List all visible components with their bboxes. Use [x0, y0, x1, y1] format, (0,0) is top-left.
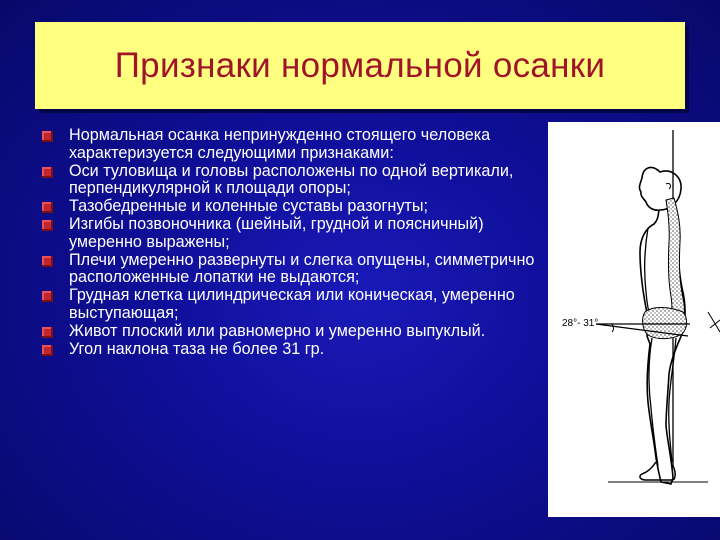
- bullet-icon: [42, 131, 53, 142]
- bullet-icon: [42, 291, 53, 302]
- list-item: [42, 216, 542, 251]
- list-item-text: Угол наклона таза не более 31 гр.: [69, 339, 325, 358]
- bullet-icon: [42, 327, 53, 338]
- list-item-text: Тазобедренные и коленные суставы разогнуты;: [69, 197, 428, 215]
- bullet-icon: [42, 256, 53, 267]
- leg-outline: [649, 338, 658, 466]
- angle-label: 28°- 31°: [562, 318, 599, 329]
- bullet-list: [42, 127, 542, 359]
- list-item-text: Изгибы позвоночника (шейный, грудной и поясничный) умеренно выражены;: [69, 215, 484, 251]
- posture-figure: [548, 122, 720, 517]
- list-item: [42, 323, 542, 341]
- bullet-icon: [42, 167, 53, 178]
- list-item-text: Живот плоский или равномерно и умеренно выпуклый.: [69, 321, 486, 340]
- slide-title: Признаки нормальной осанки: [114, 46, 606, 85]
- list-item: [42, 198, 542, 216]
- list-item: [42, 163, 542, 198]
- posture-illustration: [548, 122, 720, 517]
- list-item-text: Грудная клетка цилиндрическая или коническая, умеренно выступающая;: [69, 286, 515, 322]
- list-item: [42, 341, 542, 359]
- list-item: [42, 252, 542, 287]
- list-item-text: Оси туловища и головы расположены по одной вертикали, перпендикулярной к площади опоры;: [69, 161, 514, 197]
- title-box: [35, 22, 685, 109]
- pelvis: [643, 308, 687, 339]
- bullet-icon: [42, 345, 53, 356]
- list-item-text: Плечи умеренно развернуты и слегка опущены, симметрично расположенные лопатки не выдаются;: [69, 250, 535, 286]
- list-item-text: Нормальная осанка непринужденно стоящего человека характеризуется следующими признаками:: [69, 126, 491, 162]
- bullet-icon: [42, 202, 53, 213]
- list-item: [42, 127, 542, 162]
- bullet-icon: [42, 220, 53, 231]
- list-item: [42, 287, 542, 322]
